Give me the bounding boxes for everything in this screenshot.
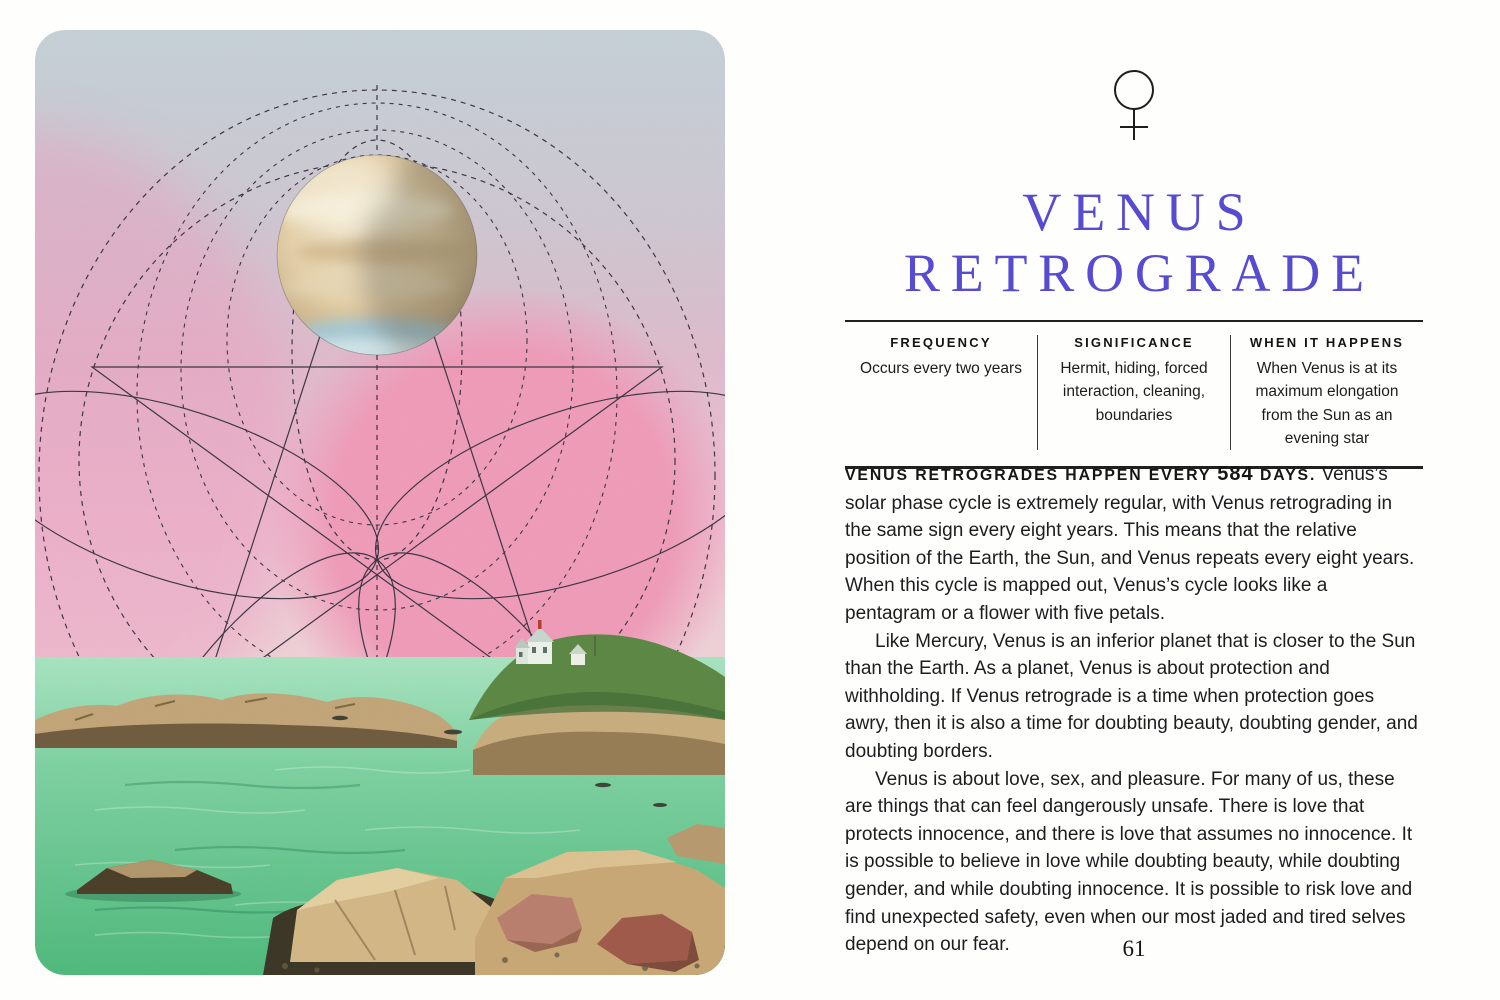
text-page (845, 0, 1423, 1000)
venus-symbol-icon (1107, 68, 1161, 149)
lead-in-text-end: DAYS. (1253, 467, 1317, 484)
paragraph-2: Like Mercury, Venus is an inferior planet that is closer to the Sun than the Earth. As a planet, Venus is about protection and withholding. If Venus retrograde is a time when protection goes awry, then it is also a time for doubting beauty, doubting gender, and doubting borders. (845, 630, 1418, 762)
info-value: Hermit, hiding, forced interaction, cleaning, boundaries (1060, 360, 1208, 424)
info-value: When Venus is at its maximum elongation from the Sun as an evening star (1255, 360, 1399, 447)
page-title (845, 182, 1423, 304)
info-col-when-it-happens (1230, 335, 1423, 450)
venus-collage-art (35, 30, 725, 975)
page-number: 61 (1122, 936, 1146, 961)
paragraph-1 (845, 461, 1423, 628)
info-header: FREQUENCY (890, 335, 992, 350)
lead-in-number: 584 (1217, 463, 1254, 485)
venus-collage-card (35, 30, 725, 975)
info-header: SIGNIFICANCE (1074, 335, 1194, 350)
info-header: WHEN IT HAPPENS (1249, 335, 1405, 350)
page-title-line1: VENUS (1022, 182, 1257, 243)
page-title-line2: RETROGRADE (903, 243, 1375, 304)
body-text (845, 461, 1423, 959)
paragraph-3: Venus is about love, sex, and pleasure. For many of us, these are things that can feel dangerously unsafe. There is love that protects innocence, and there is love that assumes no innocence. It is possible to believe in love while doubting beauty, while doubting gender, and while doubting innocence. It is possible to risk love and find unexpected safety, even when our most jaded and tired selves depend on our fear. (845, 768, 1413, 956)
info-table (845, 320, 1423, 469)
info-col-frequency (845, 335, 1037, 450)
info-col-significance (1037, 335, 1230, 450)
info-value: Occurs every two years (860, 360, 1022, 377)
paragraph-1-rest: Venus’s solar phase cycle is extremely regular, with Venus retrograding in the same sign every eight years. This means that the relative position of the Earth, the Sun, and Venus repeats every eight years. When this cycle is mapped out, Venus’s cycle looks like a pentagram or a flower with five petals. (845, 464, 1415, 624)
lead-in-text: VENUS RETROGRADES HAPPEN EVERY (845, 467, 1218, 484)
film-grain-overlay (35, 30, 725, 975)
